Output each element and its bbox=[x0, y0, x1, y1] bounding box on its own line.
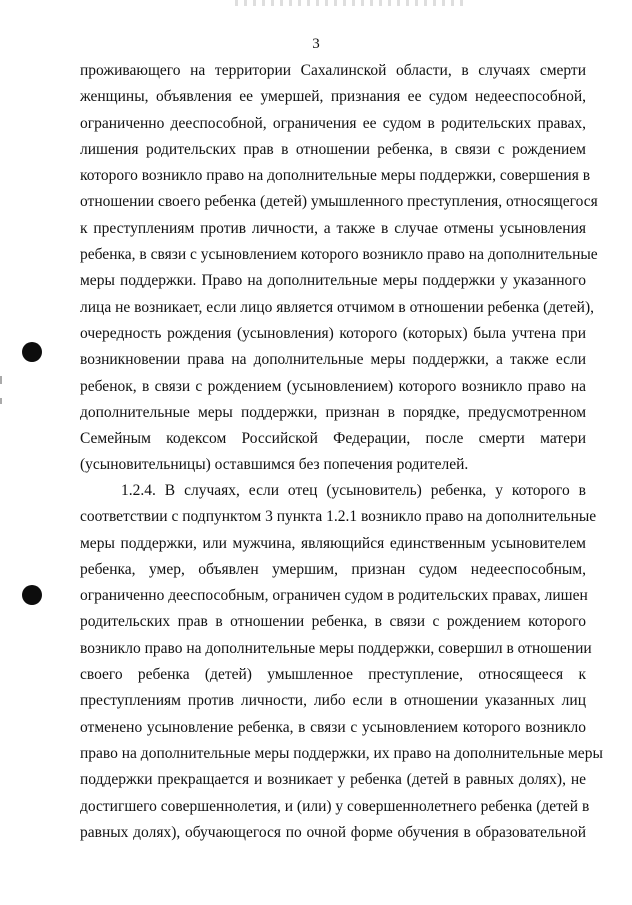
text-line: к преступлениям против личности, а также в случае отмены усыновления bbox=[80, 219, 586, 237]
text-line: 1.2.4. В случаях, если отец (усыновитель) ребенка, у которого в bbox=[121, 482, 586, 499]
paragraph-1-2-4 bbox=[80, 478, 603, 846]
text-line: ограниченно дееспособным, ограничен судом в родительских правах, лишен bbox=[80, 587, 588, 605]
text-line: лишения родительских прав в отношении ребенка, в связи с рождением bbox=[80, 140, 586, 158]
text-line: достигшего совершеннолетия, и (или) у совершеннолетнего ребенка (детей в bbox=[80, 797, 590, 815]
text-line: поддержки прекращается и возникает у ребенка (детей в равных долях), не bbox=[80, 771, 586, 789]
scan-edge-mark bbox=[0, 398, 2, 404]
text-line: которого возникло право на дополнительные меры поддержки, совершения в bbox=[80, 167, 591, 185]
text-line: отменено усыновление ребенка, в связи с усыновлением которого возникло bbox=[80, 718, 586, 736]
punch-hole-bottom bbox=[22, 585, 42, 605]
text-line: равных долях), обучающегося по очной форме обучения в образовательной bbox=[80, 823, 586, 841]
text-line: проживающего на территории Сахалинской области, в случаях смерти bbox=[80, 62, 586, 79]
text-line: возникло право на дополнительные меры поддержки, совершил в отношении bbox=[80, 639, 592, 657]
text-line: очередность рождения (усыновления) которого (которых) была учтена при bbox=[80, 324, 586, 342]
text-line: женщины, объявления ее умершей, признания ее судом недееспособной, bbox=[80, 88, 586, 106]
paragraph-continuation bbox=[80, 58, 598, 479]
text-line: возникновении права на дополнительные меры поддержки, а также если bbox=[80, 351, 586, 369]
text-line: лица не возникает, если лицо является отчимом в отношении ребенка (детей), bbox=[80, 298, 594, 316]
text-line: своего ребенка (детей) умышленное преступление, относящееся к bbox=[80, 666, 586, 684]
text-line: родительских прав в отношении ребенка, в связи с рождением которого bbox=[80, 613, 586, 631]
text-line: ограниченно дееспособной, ограничения ее судом в родительских правах, bbox=[80, 114, 586, 132]
text-line: отношении своего ребенка (детей) умышленного преступления, относящегося bbox=[80, 193, 598, 211]
text-line: меры поддержки. Право на дополнительные меры поддержки у указанного bbox=[80, 272, 586, 290]
text-line: (усыновительницы) оставшимся без попечения родителей. bbox=[80, 456, 469, 474]
text-line: Семейным кодексом Российской Федерации, после смерти матери bbox=[80, 430, 586, 448]
text-line: соответствии с подпунктом 3 пункта 1.2.1 возникло право на дополнительные bbox=[80, 508, 597, 526]
text-line: ребенка, в связи с усыновлением которого возникло право на дополнительные bbox=[80, 246, 598, 264]
text-line: дополнительные меры поддержки, признан в порядке, предусмотренном bbox=[80, 403, 586, 421]
text-line: право на дополнительные меры поддержки, их право на дополнительные меры bbox=[80, 744, 603, 762]
text-line: меры поддержки, или мужчина, являющийся единственным усыновителем bbox=[80, 534, 586, 552]
page-number: 3 bbox=[312, 36, 320, 52]
text-line: ребенок, в связи с рождением (усыновлением) которого возникло право на bbox=[80, 377, 586, 395]
punch-hole-top bbox=[22, 342, 42, 362]
scan-edge-mark bbox=[0, 376, 2, 384]
text-line: ребенка, умер, объявлен умершим, признан судом недееспособным, bbox=[80, 560, 586, 578]
scan-artifact bbox=[235, 0, 465, 6]
text-line: преступлениям против личности, либо если в отношении указанных лиц bbox=[80, 692, 586, 710]
